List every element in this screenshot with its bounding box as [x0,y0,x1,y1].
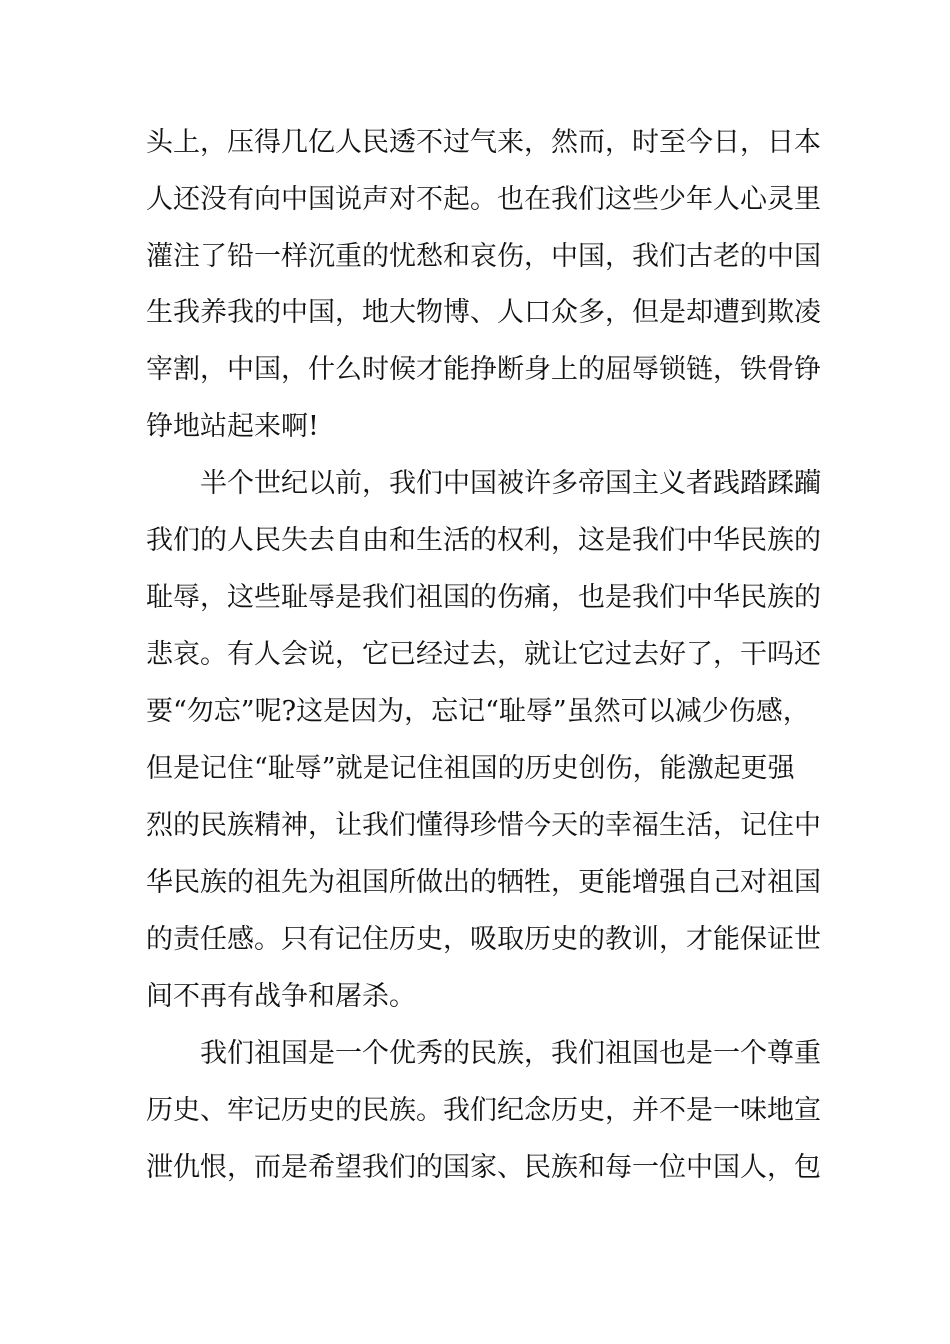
text-line: 但是记住“耻辱”就是记住祖国的历史创伤，能激起更强 [146,753,795,784]
text-line: 灌注了铅一样沉重的忧愁和哀伤，中国，我们古老的中国 [146,241,821,272]
text-line: 烈的民族精神，让我们懂得珍惜今天的幸福生活，记住中 [146,810,821,841]
text-line: 间不再有战争和屠杀。 [146,981,416,1012]
paragraph-first-line: 我们祖国是一个优秀的民族，我们祖国也是一个尊重 [200,1038,821,1069]
text-line: 铮地站起来啊! [146,411,319,442]
text-line: 的责任感。只有记住历史，吸取历史的教训，才能保证世 [146,924,821,955]
text-line: 要“勿忘”呢?这是因为，忘记“耻辱”虽然可以减少伤感， [146,696,810,727]
paragraph-first-line: 半个世纪以前，我们中国被许多帝国主义者践踏蹂躏 [200,468,821,499]
text-line: 悲哀。有人会说，它已经过去，就让它过去好了，干吗还 [146,639,821,670]
text-line: 人还没有向中国说声对不起。也在我们这些少年人心灵里 [146,184,821,215]
text-line: 宰割，中国，什么时候才能挣断身上的屈辱锁链，铁骨铮 [146,354,821,385]
text-line: 历史、牢记历史的民族。我们纪念历史，并不是一味地宣 [146,1095,821,1126]
text-line: 我们的人民失去自由和生活的权利，这是我们中华民族的 [146,525,821,556]
text-line: 生我养我的中国，地大物博、人口众多，但是却遭到欺凌 [146,297,821,328]
text-line: 泄仇恨，而是希望我们的国家、民族和每一位中国人，包 [146,1152,821,1183]
text-line: 耻辱，这些耻辱是我们祖国的伤痛，也是我们中华民族的 [146,582,821,613]
text-line: 头上，压得几亿人民透不过气来，然而，时至今日，日本 [146,127,821,158]
text-line: 华民族的祖先为祖国所做出的牺牲，更能增强自己对祖国 [146,867,821,898]
